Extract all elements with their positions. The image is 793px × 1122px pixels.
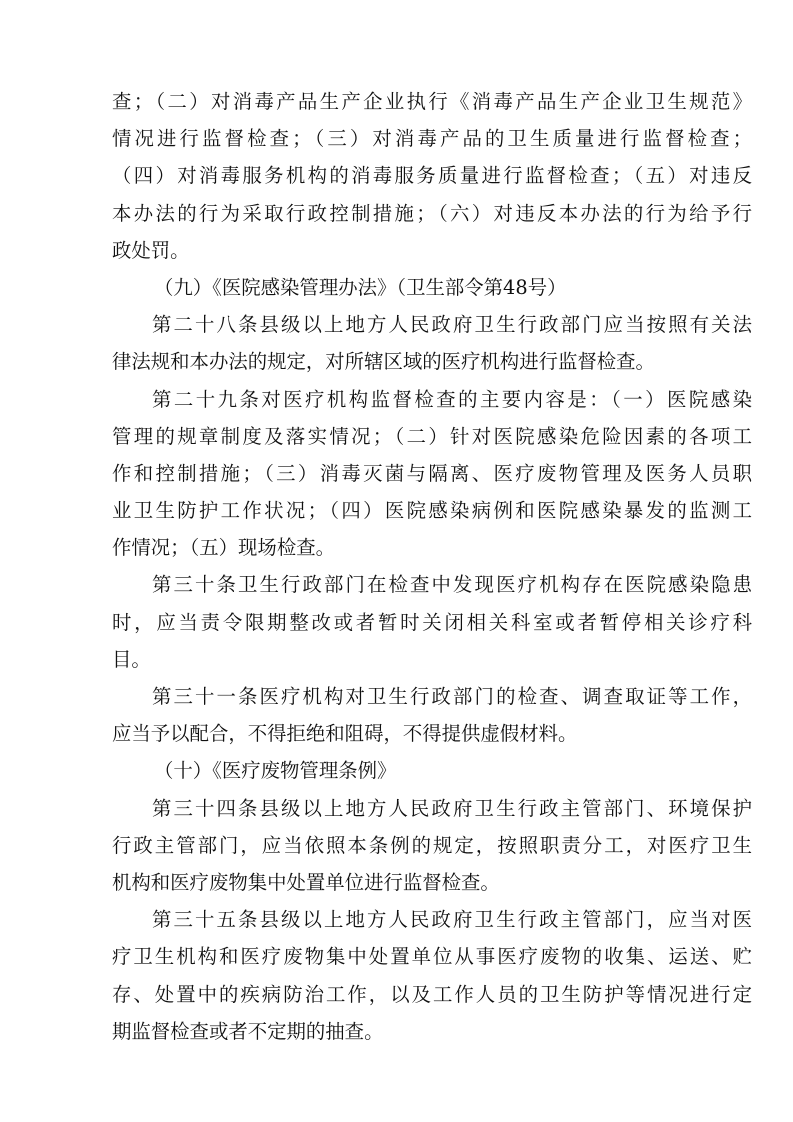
text-line: 期监督检查或者不定期的抽查。 <box>112 1019 384 1043</box>
text-line: 第三十五条县级以上地方人民政府卫生行政主管部门，应当对医 <box>152 908 752 932</box>
text-line: 业卫生防护工作状况；（四）医院感染病例和医院感染暴发的监测工 <box>112 499 752 523</box>
text-line: 第三十条卫生行政部门在检查中发现医疗机构存在医院感染隐患 <box>152 573 752 597</box>
text-line: 政处罚。 <box>112 238 190 262</box>
text-line: 第三十四条县级以上地方人民政府卫生行政主管部门、环境保护 <box>152 796 752 820</box>
section-heading: （十）《医疗废物管理条例》 <box>154 759 397 783</box>
text-line: 查；（二）对消毒产品生产企业执行《消毒产品生产企业卫生规范》 <box>112 90 752 113</box>
section-heading: （九）《医院感染管理办法》（卫生部令第48号） <box>154 275 567 299</box>
text-line: 管理的规章制度及落实情况；（二）针对医院感染危险因素的各项工 <box>112 424 752 448</box>
text-line: 机构和医疗废物集中处置单位进行监督检查。 <box>112 870 500 894</box>
text-line: 律法规和本办法的规定，对所辖区域的医疗机构进行监督检查。 <box>112 350 655 374</box>
text-line: 本办法的行为采取行政控制措施；（六）对违反本办法的行为给予行 <box>112 201 752 225</box>
text-line: 存、处置中的疾病防治工作，以及工作人员的卫生防护等情况进行定 <box>112 982 752 1006</box>
text-line: 疗卫生机构和医疗废物集中处置单位从事医疗废物的收集、运送、贮 <box>112 945 752 969</box>
text-line: 情况进行监督检查；（三）对消毒产品的卫生质量进行监督检查； <box>112 127 752 151</box>
text-line: 应当予以配合，不得拒绝和阻碍，不得提供虚假材料。 <box>112 722 578 746</box>
text-line: 作情况；（五）现场检查。 <box>112 536 335 560</box>
text-line: （四）对消毒服务机构的消毒服务质量进行监督检查；（五）对违反 <box>112 164 752 188</box>
text-line: 作和控制措施；（三）消毒灭菌与隔离、医疗废物管理及医务人员职 <box>112 461 752 485</box>
document-page <box>112 83 752 1050</box>
text-line: 第二十九条对医疗机构监督检查的主要内容是：（一）医院感染 <box>152 387 752 411</box>
text-line: 第三十一条医疗机构对卫生行政部门的检查、调查取证等工作， <box>152 685 752 708</box>
text-line: 行政主管部门，应当依照本条例的规定，按照职责分工，对医疗卫生 <box>112 833 752 857</box>
text-line: 时，应当责令限期整改或者暂时关闭相关科室或者暂停相关诊疗科 <box>112 610 752 634</box>
text-line: 目。 <box>112 647 151 671</box>
text-line: 第二十八条县级以上地方人民政府卫生行政部门应当按照有关法 <box>152 313 752 337</box>
